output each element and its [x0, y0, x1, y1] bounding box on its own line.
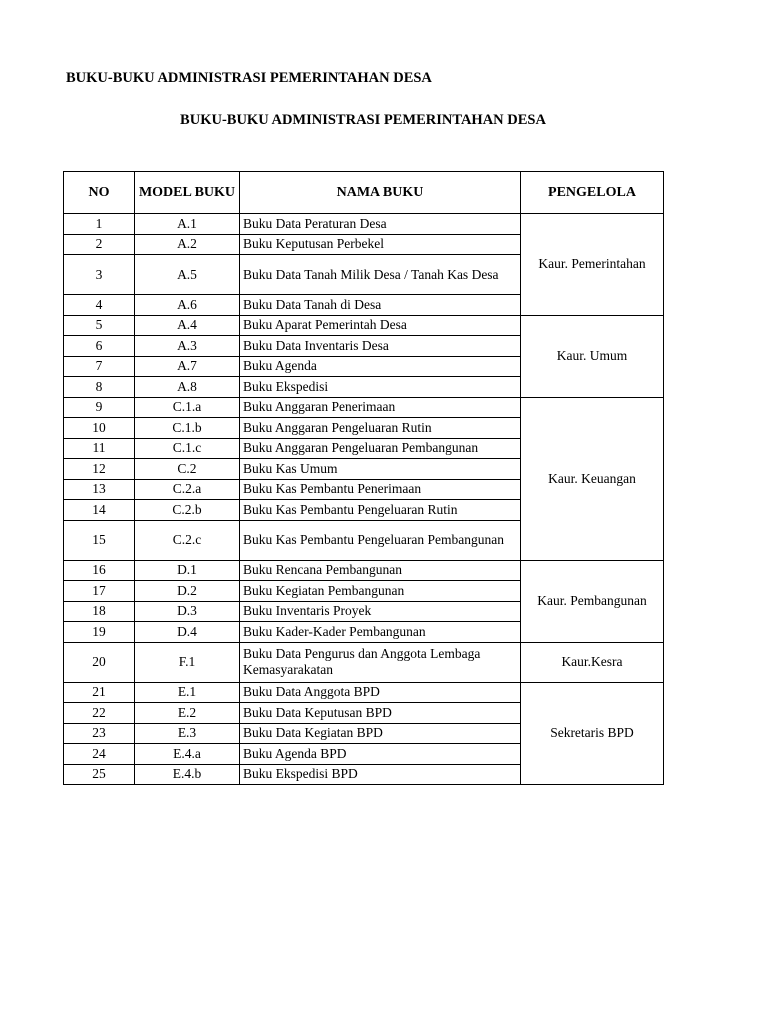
row-number-cell: 21	[64, 682, 135, 703]
model-code-cell: A.4	[135, 315, 240, 336]
row-number-cell: 8	[64, 377, 135, 398]
table-header-row	[64, 172, 664, 214]
book-name-cell: Buku Kas Pembantu Pengeluaran Rutin	[240, 500, 521, 521]
document-title: BUKU-BUKU ADMINISTRASI PEMERINTAHAN DESA	[66, 70, 432, 86]
model-code-cell: A.1	[135, 214, 240, 235]
model-code-cell: A.8	[135, 377, 240, 398]
model-code-cell: C.2.b	[135, 500, 240, 521]
book-name-cell: Buku Data Pengurus dan Anggota Lembaga Kemasyarakatan	[240, 642, 521, 682]
model-code-cell: C.1.b	[135, 418, 240, 439]
model-code-cell: E.2	[135, 703, 240, 724]
row-number-cell: 25	[64, 764, 135, 785]
row-number-cell: 20	[64, 642, 135, 682]
row-number-cell: 3	[64, 255, 135, 295]
model-code-cell: C.2	[135, 459, 240, 480]
books-table	[63, 171, 664, 785]
manager-cell: Sekretaris BPD	[521, 682, 664, 785]
model-code-cell: C.1.c	[135, 438, 240, 459]
row-number-cell: 24	[64, 744, 135, 765]
book-name-cell: Buku Kegiatan Pembangunan	[240, 581, 521, 602]
table-body	[64, 214, 664, 785]
model-code-cell: C.2.c	[135, 520, 240, 560]
model-code-cell: D.4	[135, 622, 240, 643]
manager-cell: Kaur. Umum	[521, 315, 664, 397]
model-code-cell: A.3	[135, 336, 240, 357]
row-number-cell: 4	[64, 295, 135, 316]
table-row	[64, 560, 664, 581]
book-name-cell: Buku Agenda BPD	[240, 744, 521, 765]
column-header-manager: PENGELOLA	[521, 172, 664, 214]
model-code-cell: F.1	[135, 642, 240, 682]
model-code-cell: E.4.a	[135, 744, 240, 765]
model-code-cell: A.5	[135, 255, 240, 295]
book-name-cell: Buku Data Keputusan BPD	[240, 703, 521, 724]
book-name-cell: Buku Kas Pembantu Penerimaan	[240, 479, 521, 500]
book-name-cell: Buku Aparat Pemerintah Desa	[240, 315, 521, 336]
book-name-cell: Buku Ekspedisi BPD	[240, 764, 521, 785]
book-name-cell: Buku Anggaran Penerimaan	[240, 397, 521, 418]
book-name-cell: Buku Data Inventaris Desa	[240, 336, 521, 357]
model-code-cell: A.6	[135, 295, 240, 316]
model-code-cell: A.7	[135, 356, 240, 377]
row-number-cell: 22	[64, 703, 135, 724]
table-row	[64, 214, 664, 235]
book-name-cell: Buku Kas Pembantu Pengeluaran Pembangunan	[240, 520, 521, 560]
row-number-cell: 15	[64, 520, 135, 560]
row-number-cell: 23	[64, 723, 135, 744]
manager-cell: Kaur. Pembangunan	[521, 560, 664, 642]
row-number-cell: 6	[64, 336, 135, 357]
book-name-cell: Buku Keputusan Perbekel	[240, 234, 521, 255]
model-code-cell: A.2	[135, 234, 240, 255]
column-header-model: MODEL BUKU	[135, 172, 240, 214]
row-number-cell: 12	[64, 459, 135, 480]
table-title: BUKU-BUKU ADMINISTRASI PEMERINTAHAN DESA	[180, 112, 546, 128]
row-number-cell: 5	[64, 315, 135, 336]
table-row	[64, 682, 664, 703]
row-number-cell: 9	[64, 397, 135, 418]
model-code-cell: D.2	[135, 581, 240, 602]
manager-cell: Kaur.Kesra	[521, 642, 664, 682]
column-header-no: NO	[64, 172, 135, 214]
column-header-name: NAMA BUKU	[240, 172, 521, 214]
table-row	[64, 397, 664, 418]
book-name-cell: Buku Anggaran Pengeluaran Pembangunan	[240, 438, 521, 459]
row-number-cell: 14	[64, 500, 135, 521]
model-code-cell: C.2.a	[135, 479, 240, 500]
book-name-cell: Buku Kas Umum	[240, 459, 521, 480]
model-code-cell: E.4.b	[135, 764, 240, 785]
manager-cell: Kaur. Keuangan	[521, 397, 664, 560]
row-number-cell: 18	[64, 601, 135, 622]
row-number-cell: 19	[64, 622, 135, 643]
row-number-cell: 10	[64, 418, 135, 439]
table-row	[64, 315, 664, 336]
model-code-cell: D.3	[135, 601, 240, 622]
book-name-cell: Buku Data Kegiatan BPD	[240, 723, 521, 744]
book-name-cell: Buku Kader-Kader Pembangunan	[240, 622, 521, 643]
row-number-cell: 7	[64, 356, 135, 377]
book-name-cell: Buku Ekspedisi	[240, 377, 521, 398]
model-code-cell: E.3	[135, 723, 240, 744]
book-name-cell: Buku Data Peraturan Desa	[240, 214, 521, 235]
book-name-cell: Buku Data Anggota BPD	[240, 682, 521, 703]
table-row	[64, 642, 664, 682]
model-code-cell: D.1	[135, 560, 240, 581]
row-number-cell: 1	[64, 214, 135, 235]
book-name-cell: Buku Agenda	[240, 356, 521, 377]
book-name-cell: Buku Anggaran Pengeluaran Rutin	[240, 418, 521, 439]
book-name-cell: Buku Data Tanah di Desa	[240, 295, 521, 316]
row-number-cell: 13	[64, 479, 135, 500]
manager-cell: Kaur. Pemerintahan	[521, 214, 664, 316]
row-number-cell: 11	[64, 438, 135, 459]
row-number-cell: 16	[64, 560, 135, 581]
row-number-cell: 2	[64, 234, 135, 255]
book-name-cell: Buku Inventaris Proyek	[240, 601, 521, 622]
book-name-cell: Buku Data Tanah Milik Desa / Tanah Kas Desa	[240, 255, 521, 295]
model-code-cell: E.1	[135, 682, 240, 703]
model-code-cell: C.1.a	[135, 397, 240, 418]
row-number-cell: 17	[64, 581, 135, 602]
book-name-cell: Buku Rencana Pembangunan	[240, 560, 521, 581]
